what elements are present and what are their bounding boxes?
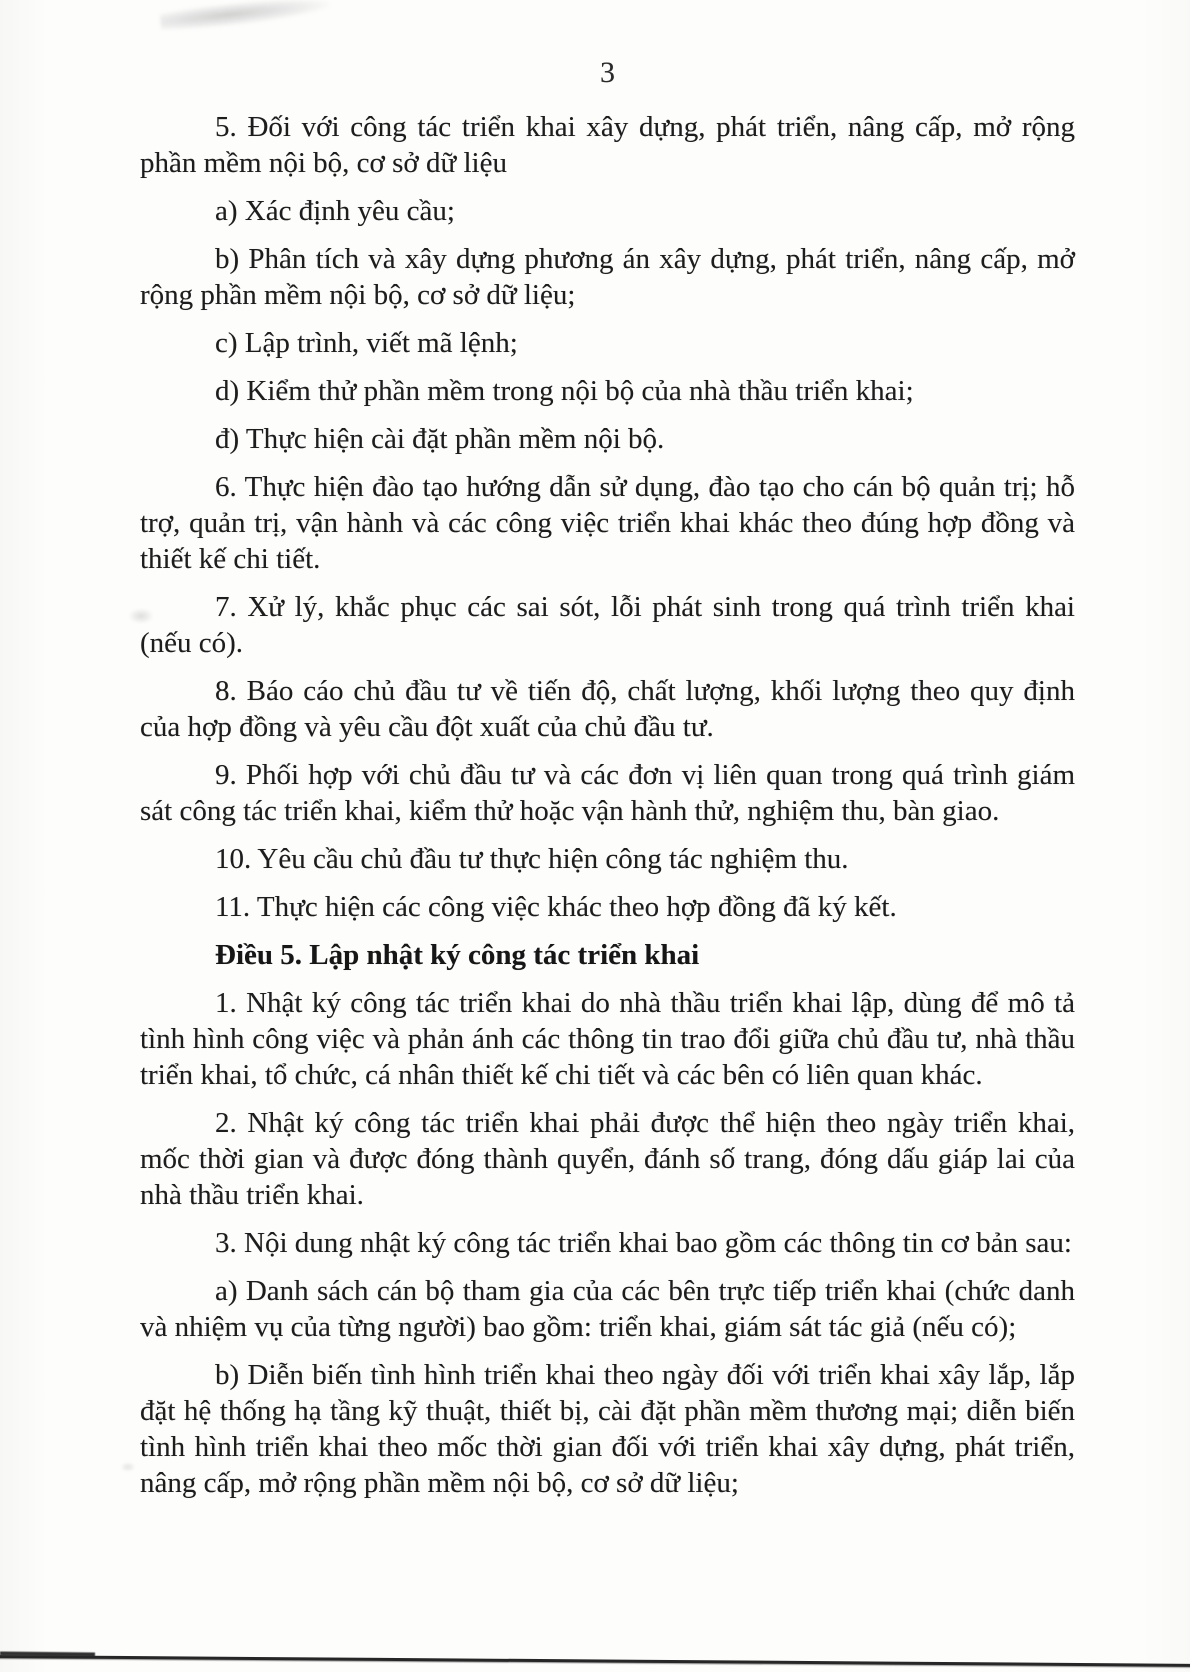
scan-smudge-left-lower bbox=[120, 1462, 136, 1472]
paragraph: 6. Thực hiện đào tạo hướng dẫn sử dụng, đào tạo cho cán bộ quản trị; hỗ trợ, quản trị, vận hành và các công việc triển khai khác theo đúng hợp đồng và thiết kế chi tiết. bbox=[140, 471, 1075, 575]
document-body bbox=[140, 109, 1075, 1513]
paragraph: c) Lập trình, viết mã lệnh; bbox=[215, 327, 518, 359]
paragraph: b) Diễn biến tình hình triển khai theo ngày đối với triển khai xây lắp, lắp đặt hệ thống hạ tầng kỹ thuật, thiết bị, cài đặt phần mềm thương mại; diễn biến tình hình triển khai theo mốc thời gian đối với triển khai xây dựng, phát triển, nâng cấp, mở rộng phần mềm nội bộ, cơ sở dữ liệu; bbox=[140, 1359, 1075, 1499]
section-heading: Điều 5. Lập nhật ký công tác triển khai bbox=[215, 939, 700, 971]
paragraph: d) Kiểm thử phần mềm trong nội bộ của nhà thầu triển khai; bbox=[215, 375, 914, 407]
paragraph: 3. Nội dung nhật ký công tác triển khai bao gồm các thông tin cơ bản sau: bbox=[215, 1227, 1072, 1259]
paragraph: 7. Xử lý, khắc phục các sai sót, lỗi phát sinh trong quá trình triển khai (nếu có). bbox=[140, 591, 1075, 659]
paragraph: a) Danh sách cán bộ tham gia của các bên trực tiếp triển khai (chức danh và nhiệm vụ của từng người) bao gồm: triển khai, giám sát tác giả (nếu có); bbox=[140, 1275, 1075, 1343]
page-number: 3 bbox=[600, 56, 615, 89]
paragraph: 11. Thực hiện các công việc khác theo hợp đồng đã ký kết. bbox=[215, 891, 897, 923]
paragraph: 2. Nhật ký công tác triển khai phải được thể hiện theo ngày triển khai, mốc thời gian và được đóng thành quyển, đánh số trang, đóng dấu giáp lai của nhà thầu triển khai. bbox=[140, 1107, 1075, 1211]
paragraph: b) Phân tích và xây dựng phương án xây dựng, phát triển, nâng cấp, mở rộng phần mềm nội bộ, cơ sở dữ liệu; bbox=[140, 243, 1075, 311]
paragraph: 1. Nhật ký công tác triển khai do nhà thầu triển khai lập, dùng để mô tả tình hình công việc và phản ánh các thông tin trao đổi giữa chủ đầu tư, nhà thầu triển khai, tổ chức, cá nhân thiết kế chi tiết và các bên có liên quan khác. bbox=[140, 987, 1075, 1091]
paragraph: a) Xác định yêu cầu; bbox=[215, 195, 455, 227]
paragraph: đ) Thực hiện cài đặt phần mềm nội bộ. bbox=[215, 423, 665, 455]
paragraph: 8. Báo cáo chủ đầu tư về tiến độ, chất lượng, khối lượng theo quy định của hợp đồng và yêu cầu đột xuất của chủ đầu tư. bbox=[140, 675, 1075, 743]
paragraph: 10. Yêu cầu chủ đầu tư thực hiện công tác nghiệm thu. bbox=[215, 843, 849, 875]
scan-edge-line bbox=[0, 1655, 1190, 1667]
scan-smudge-top bbox=[159, 0, 330, 33]
paragraph: 9. Phối hợp với chủ đầu tư và các đơn vị liên quan trong quá trình giám sát công tác triển khai, kiểm thử hoặc vận hành thử, nghiệm thu, bàn giao. bbox=[140, 759, 1075, 827]
paragraph: 5. Đối với công tác triển khai xây dựng, phát triển, nâng cấp, mở rộng phần mềm nội bộ, cơ sở dữ liệu bbox=[140, 111, 1075, 179]
